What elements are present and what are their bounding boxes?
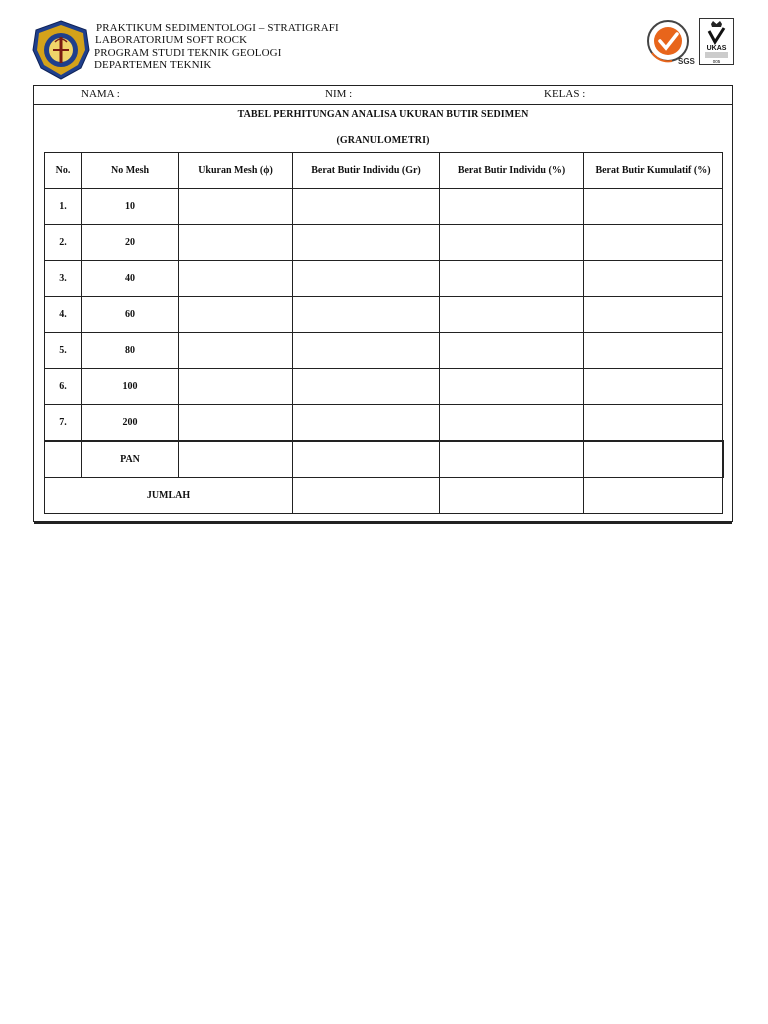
total-berat-gr-input[interactable] [293, 478, 440, 514]
table-subtitle: (GRANULOMETRI) [336, 135, 430, 146]
header-berat-gr: Berat Butir Individu (Gr) [293, 153, 440, 189]
table-row [45, 297, 723, 333]
cell-berat-persen-input[interactable] [440, 333, 584, 369]
cell-berat-gr-input[interactable] [293, 261, 440, 297]
row-no: 3. [45, 261, 82, 297]
cell-ukuran-input[interactable] [179, 405, 293, 442]
row-no: 4. [45, 297, 82, 333]
header-no-mesh: No Mesh [82, 153, 179, 189]
row-mesh: PAN [82, 441, 179, 478]
row-no: 5. [45, 333, 82, 369]
header-line-department: DEPARTEMEN TEKNIK [94, 58, 212, 71]
header-berat-persen: Berat Butir Individu (%) [440, 153, 584, 189]
ukas-number: 005 [712, 59, 721, 64]
table-row-pan [45, 441, 723, 478]
cell-berat-gr-input[interactable] [293, 441, 440, 478]
cell-kumulatif-input[interactable] [584, 225, 723, 261]
institution-lines [94, 22, 339, 71]
student-info-row [34, 86, 732, 105]
table-row [45, 333, 723, 369]
cell-kumulatif-input[interactable] [584, 189, 723, 225]
header-no: No. [45, 153, 82, 189]
cell-kumulatif-input[interactable] [584, 405, 723, 442]
cell-ukuran-input[interactable] [179, 261, 293, 297]
ukas-certification-logo-icon [699, 18, 734, 65]
row-mesh: 80 [82, 333, 179, 369]
nim-label: NIM : [325, 88, 353, 100]
row-mesh: 40 [82, 261, 179, 297]
frame-bottom-rule [34, 522, 732, 524]
row-mesh: 20 [82, 225, 179, 261]
row-no: 1. [45, 189, 82, 225]
cell-ukuran-input[interactable] [179, 297, 293, 333]
row-mesh: 200 [82, 405, 179, 442]
table-row [45, 405, 723, 442]
cell-kumulatif-input[interactable] [584, 369, 723, 405]
cell-berat-persen-input[interactable] [440, 225, 584, 261]
cell-berat-gr-input[interactable] [293, 405, 440, 442]
sgs-certification-logo-icon [646, 19, 696, 67]
university-emblem-icon [31, 20, 91, 80]
granulometry-table [44, 152, 724, 514]
document-header [0, 0, 768, 85]
cell-berat-gr-input[interactable] [293, 297, 440, 333]
nama-label: NAMA : [81, 88, 120, 100]
row-no: 6. [45, 369, 82, 405]
total-kumulatif-input[interactable] [584, 478, 723, 514]
total-berat-persen-input[interactable] [440, 478, 584, 514]
cell-berat-persen-input[interactable] [440, 189, 584, 225]
sgs-text: SGS [678, 57, 695, 66]
cell-ukuran-input[interactable] [179, 189, 293, 225]
table-header-row [45, 153, 723, 189]
table-row [45, 261, 723, 297]
cell-ukuran-input[interactable] [179, 441, 293, 478]
table-row [45, 225, 723, 261]
header-line-lab: LABORATORIUM SOFT ROCK [95, 34, 248, 47]
row-mesh: 100 [82, 369, 179, 405]
table-row-total [45, 478, 723, 514]
cell-berat-persen-input[interactable] [440, 405, 584, 442]
ukas-text: UKAS [706, 45, 727, 52]
cell-ukuran-input[interactable] [179, 333, 293, 369]
cell-berat-gr-input[interactable] [293, 369, 440, 405]
cell-kumulatif-input[interactable] [584, 297, 723, 333]
header-ukuran-mesh: Ukuran Mesh (ϕ) [179, 153, 293, 189]
cell-ukuran-input[interactable] [179, 225, 293, 261]
cell-kumulatif-input[interactable] [584, 441, 723, 478]
cell-berat-persen-input[interactable] [440, 441, 584, 478]
cell-berat-persen-input[interactable] [440, 261, 584, 297]
row-no: 7. [45, 405, 82, 442]
header-line-course: PRAKTIKUM SEDIMENTOLOGI – STRATIGRAFI [96, 22, 339, 34]
row-no [45, 441, 82, 478]
table-title: TABEL PERHITUNGAN ANALISA UKURAN BUTIR SEDIMEN [237, 109, 529, 120]
table-row [45, 189, 723, 225]
header-berat-kumulatif: Berat Butir Kumulatif (%) [584, 153, 723, 189]
cell-berat-gr-input[interactable] [293, 225, 440, 261]
row-mesh: 10 [82, 189, 179, 225]
cell-berat-gr-input[interactable] [293, 189, 440, 225]
table-row [45, 369, 723, 405]
worksheet-frame [33, 85, 733, 522]
cell-kumulatif-input[interactable] [584, 333, 723, 369]
cell-berat-gr-input[interactable] [293, 333, 440, 369]
row-no: 2. [45, 225, 82, 261]
header-line-program: PROGRAM STUDI TEKNIK GEOLOGI [94, 46, 282, 59]
cell-berat-persen-input[interactable] [440, 369, 584, 405]
kelas-label: KELAS : [544, 88, 586, 100]
row-mesh: 60 [82, 297, 179, 333]
total-label: JUMLAH [45, 478, 293, 514]
cell-berat-persen-input[interactable] [440, 297, 584, 333]
cell-ukuran-input[interactable] [179, 369, 293, 405]
cell-kumulatif-input[interactable] [584, 261, 723, 297]
